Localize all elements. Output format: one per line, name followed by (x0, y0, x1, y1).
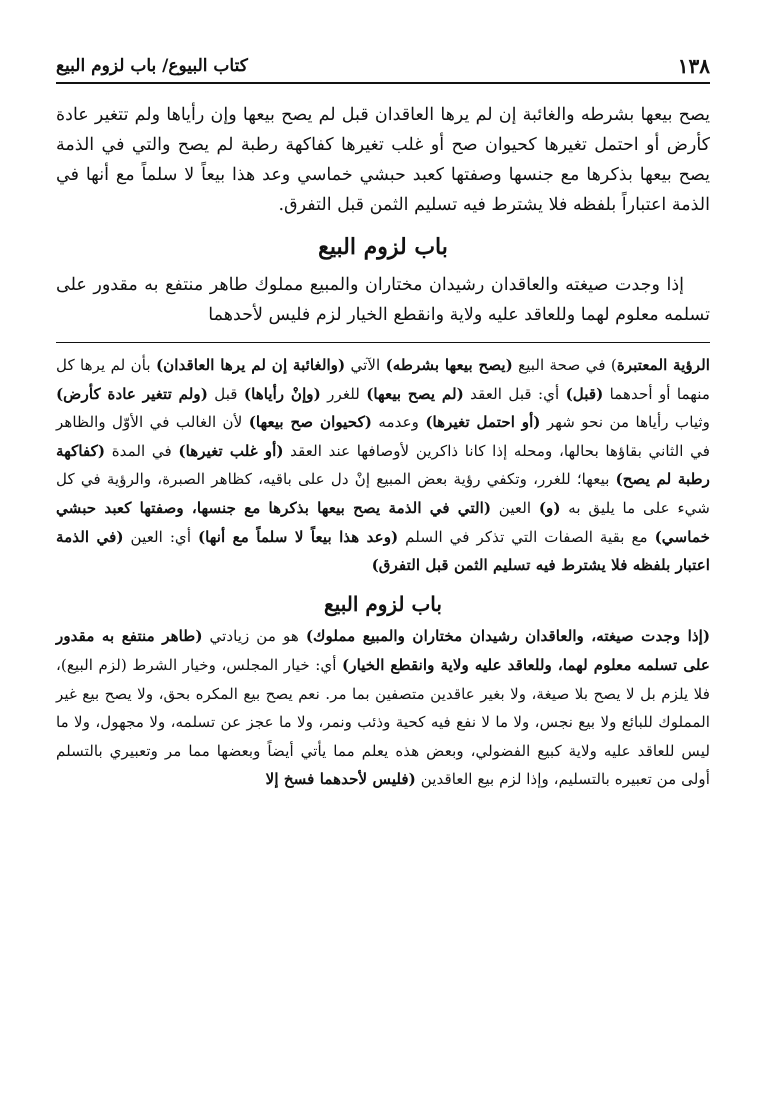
commentary-segment: (كفاكهة رطبة لم يصح) (56, 441, 710, 489)
commentary-section-heading: باب لزوم البيع (324, 591, 442, 616)
commentary-segment: (أو غلب تغيرها) (178, 441, 284, 460)
commentary-segment: (و) (538, 498, 561, 517)
book-page (56, 52, 710, 1082)
commentary-segment: (إذا وجدت صيغته، والعاقدان رشيدان مختاران والمبيع مملوك) (305, 627, 711, 646)
commentary-segment: (كحيوان صح بيعها) (248, 413, 372, 432)
commentary-segment: أي: خيار المجلس، وخيار الشرط (لزم البيع)، فلا يلزم بل لا يصح بلا صيغة، ولا بغير عاقدين متصفين بما مر. نعم يصح بيع المكره بحق، ولا يصح بيع غير المملوك للبائع ولا بيع نجس، ولا ما لا نفع فيه كحية وذئب ونمر، ولا ما عجز عن تسلمه، ولا مجهول، ولا ما ليس للعاقد عليه ولاية كبيع الفضولي، وبعض هذه يعلم مما يأتي أيضاً وبعضها مما مر وتعبيري بالتسلم أولى من تعبيره بالتسليم، وإذا لزم بيع العاقدين (56, 655, 710, 789)
commentary-segment: (وعد هذا بيعاً لا سلماً مع أنها) (197, 527, 399, 546)
commentary-segment: العين (491, 498, 539, 517)
commentary-segment: (لم يصح بيعها) (366, 384, 464, 403)
commentary-segment: أي: قبل العقد (463, 384, 566, 403)
commentary-divider (56, 342, 710, 343)
section-heading: باب لزوم البيع (318, 234, 448, 260)
commentary-paragraph (56, 351, 710, 580)
page-number: ١٣٨ (677, 54, 710, 78)
main-text (56, 100, 710, 330)
commentary-segment: (وإنْ رأياها) (243, 384, 321, 403)
commentary-segment: (فليس لأحدهما فسخ إلا (265, 770, 416, 789)
commentary-segment: للغرر (320, 384, 367, 403)
commentary (56, 351, 710, 794)
commentary-segment: ) في صحة البيع (512, 356, 617, 374)
commentary-segment: (يصح بيعها بشرطه) (385, 356, 513, 374)
commentary-segment: وثياب رأياها من نحو شهر (540, 413, 710, 432)
commentary-segment: الرؤية المعتبرة (616, 356, 710, 374)
commentary-paragraph (56, 622, 710, 794)
commentary-segment: بيعها؛ للغرر، وتكفي رؤية بعض المبيع إنْ دل على باقيه، كظاهر الصبرة، والرؤية في كل شيء على ما يليق به (56, 470, 710, 517)
commentary-segment: الآتي (345, 356, 386, 374)
commentary-segment: مع بقية الصفات التي تذكر في السلم (398, 527, 655, 546)
main-text-paragraph: إذا وجدت صيغته والعاقدان رشيدان مختاران والمبيع مملوك طاهر منتفع به مقدور على تسلمه معلوم لهما وللعاقد عليه ولاية وانقطع الخيار لزم فليس لأحدهما (56, 275, 710, 325)
running-title: كتاب البيوع/ باب لزوم البيع (56, 56, 248, 76)
commentary-segment: بأن لم يرها كل منهما أو أحدهما (56, 356, 710, 403)
commentary-segment: أي: العين (123, 527, 198, 546)
commentary-segment: هو من زيادتي (202, 627, 306, 646)
commentary-segment: (في الذمة اعتبار بلفظه فلا يشترط فيه تسليم الثمن قبل التفرق) (56, 527, 710, 575)
commentary-segment: (ولم تتغير عادة كأرض) (56, 384, 208, 403)
commentary-segment: (التي في الذمة يصح بيعها بذكرها مع جنسها، وصفتها كعبد حبشي خماسي) (56, 498, 710, 546)
page-header (56, 52, 710, 84)
commentary-segment: (والغائبة إن لم يرها العاقدان) (155, 356, 346, 374)
commentary-segment: قبل (207, 384, 244, 403)
commentary-segment: (أو احتمل تغيرها) (425, 413, 541, 432)
commentary-segment: (قبل) (565, 384, 604, 403)
commentary-segment: في المدة (105, 441, 179, 460)
main-text-paragraph: يصح بيعها بشرطه والغائبة إن لم يرها العاقدان قبل لم يصح بيعها وإن رأياها ولم تتغير عادة كأرض أو احتمل تغيرها كحيوان صح أو غلب تغيرها كفاكهة رطبة لم يصح والتي في الذمة يصح بيعها بذكرها مع جنسها وصفتها كعبد حبشي خماسي وعد هذا بيعاً لا سلماً مع أنها في الذمة اعتباراً بلفظه فلا يشترط فيه تسليم الثمن قبل التفرق. (56, 105, 710, 215)
commentary-segment: وعدمه (371, 413, 426, 432)
commentary-segment: لأن الغالب في الأوّل والظاهر في الثاني بقاؤها بحالها، ومحله إذا كانا ذاكرين لأوصافها عند العقد (56, 413, 710, 460)
commentary-segment: (طاهر منتفع به مقدور على تسلمه معلوم لهما، وللعاقد عليه ولاية وانقطع الخيار) (56, 627, 710, 674)
